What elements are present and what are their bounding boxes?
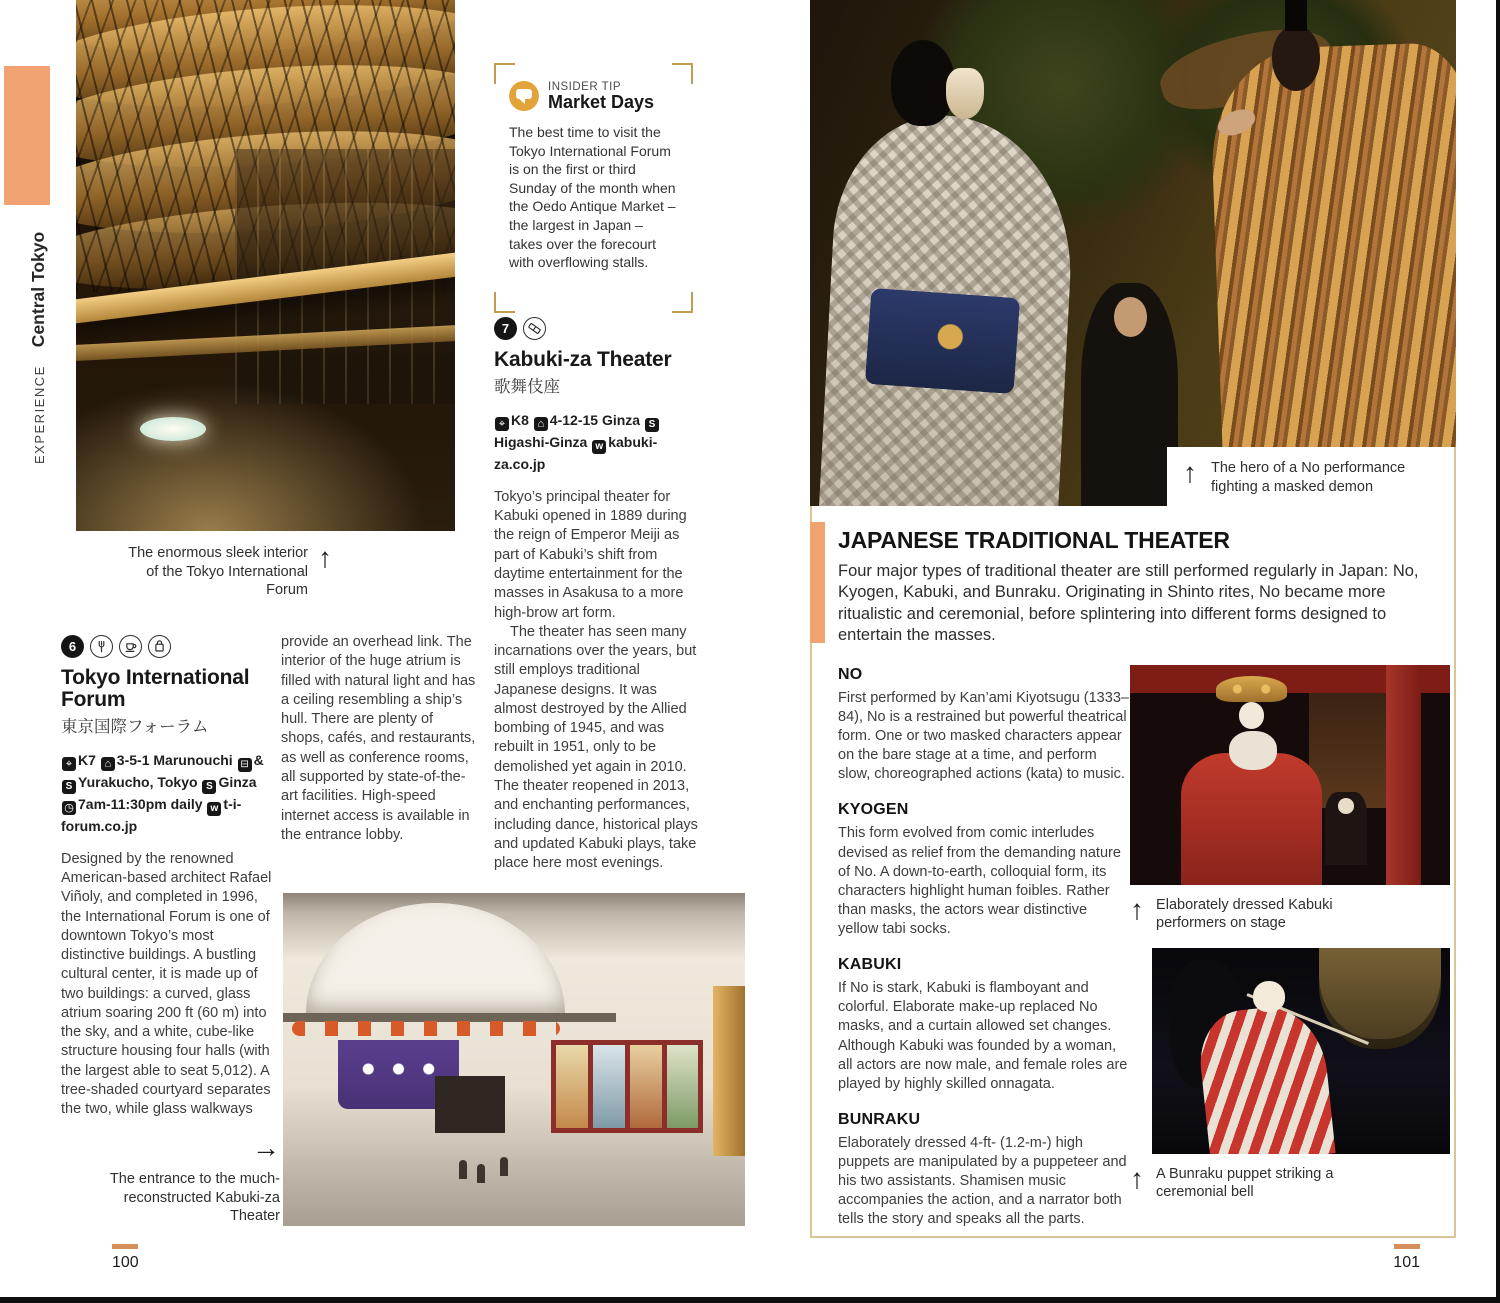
demon-mask [946,68,985,119]
feature-accent-bar [810,522,825,643]
entry-title: Tokyo International Forum [61,666,250,711]
entry-title-japanese: 歌舞伎座 [494,376,560,396]
entry-info-line [61,750,276,837]
feature-section-body: If No is stark, Kabuki is flamboyant and colorful. Elaborate make-up replaced No masks, and a curtain allowed set changes. Although Kabuki was founded by a woman, all actors are now male, and female roles are played by highly skilled onnagata. [838,980,1128,1092]
sidebar-section-tab [4,66,50,205]
feature-section-body: Elaborately dressed 4-ft- (1.2-m-) high puppets are manipulated by a puppeteer and his two assistants. Shamisen music accompanies the action, and a narrator both tells the story and speaks all the parts. [838,1134,1127,1228]
entry-info-line [494,410,701,475]
entry-body-paragraph: Designed by the renowned American-based architect Rafael Viñoly, and completed in 1996, the International Forum is one of downtown Tokyo’s most distinctive buildings. A bustling cultural center, it is made up of two buildings: a curved, glass atrium soaring 200 ft (60 m) into the sky, and a white, cube-like structure housing four halls (with the largest able to seat 5,012). A tree-shaded courtyard separates the two, while glass walkways [61,850,272,1118]
entry-kabukiza-theater [494,317,701,873]
ticket-icon [523,317,546,340]
web-icon [207,802,221,816]
subway-icon [202,780,216,794]
clock-icon [62,801,76,815]
caption-tif-photo [118,544,332,600]
info-text: Ginza [218,773,257,790]
info-text: 3-5-1 Marunouchi [116,751,237,768]
photo-no-performance [810,0,1456,506]
right-arrow-icon: → [252,1132,280,1163]
poster-wall [551,1040,703,1133]
photo-bunraku-puppet [1152,948,1450,1154]
info-text: 7am-11:30pm daily [78,795,207,812]
info-text: kabuki-za.co.jp [494,433,658,472]
feature-section-body: This form evolved from comic interludes devised as relief from the demanding nature of No. A down-to-earth, colloquial form, its characters highlight human foibles. Rather than masks, the actors wear distinctive yellow tabi socks. [838,825,1121,937]
caption-kabukiza-photo [94,1134,280,1226]
left-page-footer [112,1244,142,1272]
speech-bubble-icon [509,81,539,111]
page-number: 100 [112,1254,139,1271]
sidebar-kicker: EXPERIENCE [32,365,47,464]
page-edge [0,1297,1500,1303]
caption-text: A Bunraku puppet striking a ceremonial bell [1156,1165,1334,1201]
restaurant-icon [90,635,113,658]
feature-section-body: First performed by Kan’ami Kiyotsugu (1333–84), No is a restrained but powerful theatrical form. One or two masked characters appear on the bare stage at a time, and perform slow, choreographed actions (kata) to music. [838,689,1129,783]
feature-title: JAPANESE TRADITIONAL THEATER [838,527,1230,553]
subway-icon [62,780,76,794]
tip-title: Market Days [548,92,655,112]
tip-kicker: INSIDER TIP [548,81,622,93]
right-page-footer [1390,1244,1420,1272]
map-pin-icon [495,417,509,431]
feature-section-heading: NO [838,665,863,683]
info-text: K7 [78,751,100,768]
insider-tip-box [494,63,693,313]
info-text: t-i-forum.co.jp [61,795,242,834]
caption-text: Elaborately dressed Kabuki performers on stage [1156,896,1333,932]
tip-corner-bracket [672,63,693,84]
feature-intro: Four major types of traditional theater are still performed regularly in Japan: No, Kyogen, Kabuki, and Bunraku. Originating in Shinto rites, No became more ritualistic and ceremonial, before splintering into different forms designed to entertain the masses. [838,562,1419,645]
info-text: Yurakucho, Tokyo [78,773,202,790]
page-number: 101 [1393,1254,1420,1271]
photo-tokyo-international-forum [76,0,455,531]
up-arrow-icon: ↑ [1183,457,1197,488]
entry-number-badge: 6 [61,635,84,658]
shopping-bag-icon [148,635,171,658]
tip-body: The best time to visit the Tokyo International Forum is on the first or third Sunday of the month when the Oedo Antique Market – the largest in Japan – takes over the forecourt with overflowing stalls. [509,123,676,271]
info-text: Higashi-Ginza [494,433,592,450]
entry-tokyo-international-forum [61,635,276,1120]
feature-media-column [1130,658,1454,1230]
info-text: & [253,751,264,768]
cafe-icon [119,635,142,658]
entry-title: Kabuki-za Theater [494,348,672,371]
entry-body-column-2 [281,633,476,845]
sidebar-vertical-label [28,232,49,464]
info-text: 4-12-15 Ginza [549,411,644,428]
address-icon [534,417,548,431]
ceremonial-bell [1319,948,1441,1049]
up-arrow-icon: ↑ [1130,1162,1145,1194]
page-number-bar [112,1244,138,1249]
info-text: K8 [511,411,533,428]
page-number-bar [1394,1244,1420,1249]
subway-icon [645,418,659,432]
feature-box-japanese-traditional-theater [810,506,1456,1238]
tip-corner-bracket [494,63,515,84]
caption-text: The hero of a No performance fighting a masked demon [1211,460,1406,495]
sidebar-section-name: Central Tokyo [28,231,48,348]
feature-text-column [838,658,1130,1230]
entry-body-paragraph: provide an overhead link. The interior of the huge atrium is filled with natural light and has a ceiling resembling a ship’s hull. There are plenty of shops, cafés, and restaurants, as well as conference rooms, all supported by state-of-the-art facilities. High-speed internet access is available in the entrance lobby. [281,634,476,843]
page-edge [1496,0,1500,1303]
feature-section-heading: KABUKI [838,956,902,974]
feature-section-heading: KYOGEN [838,801,909,819]
tip-corner-bracket [672,292,693,313]
caption-text: The entrance to the much-reconstructed Kabuki-za Theater [109,1171,280,1225]
lanterns [292,1021,560,1036]
address-icon [101,757,115,771]
caption-kabuki-stage [1130,893,1454,933]
caption-bunraku [1130,1162,1454,1202]
web-icon [592,440,606,454]
caption-hero-photo [1167,447,1456,525]
entry-title-japanese: 東京国際フォーラム [61,716,209,736]
up-arrow-icon: ↑ [1130,893,1145,925]
entry-number-badge: 7 [494,317,517,340]
photo-kabuki-performers [1130,665,1450,885]
train-icon [238,758,252,772]
photo-kabukiza-entrance [283,893,745,1226]
tip-corner-bracket [494,292,515,313]
map-pin-icon [62,757,76,771]
up-arrow-icon: ↑ [318,542,332,573]
entry-body-paragraph: Tokyo’s principal theater for Kabuki opened in 1889 during the reign of Emperor Meiji as part of Kabuki’s shift from daytime entertainment for the masses in Asakusa to a more high-brow art form. [494,488,687,621]
caption-text: The enormous sleek interior of the Tokyo International Forum [128,545,308,599]
feature-section-heading: BUNRAKU [838,1110,921,1128]
entry-body-paragraph: The theater has seen many incarnations over the years, but still employs traditional Japanese designs. It was almost destroyed by the Allied bombing of 1945, and was rebuilt in 1951, only to be demolished yet again in 2010. The theater reopened in 2013, and enchanting performances, including dance, historical plays and updated Kabuki plays, take place here most evenings. [494,623,698,872]
